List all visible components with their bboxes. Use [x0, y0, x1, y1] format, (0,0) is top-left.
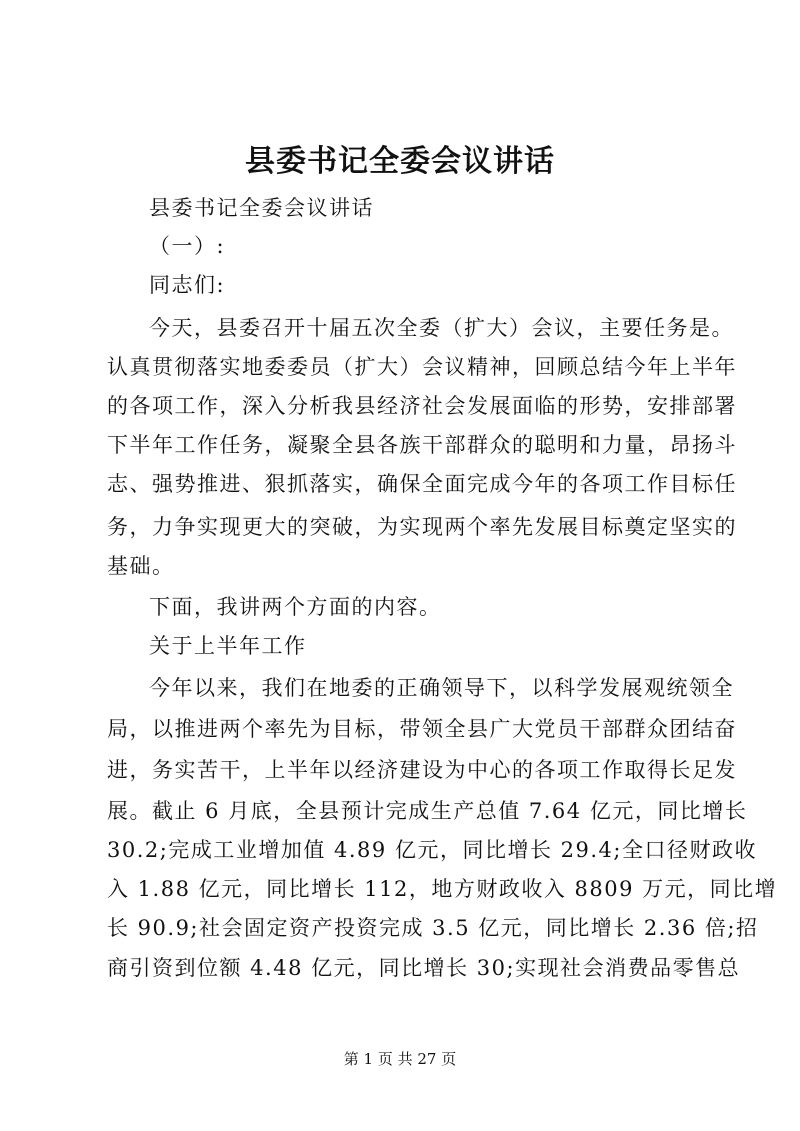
section-heading: 关于上半年工作	[149, 634, 307, 658]
paragraph-line: 认真贯彻落实地委委员（扩大）会议精神，回顾总结今年上半年	[107, 355, 737, 379]
paragraph-line: 务，力争实现更大的突破，为实现两个率先发展目标奠定坚实的	[107, 515, 737, 539]
paragraph-line: 的各项工作，深入分析我县经济社会发展面临的形势，安排部署	[107, 394, 737, 418]
paragraph-line: 展。截止 6 月底，全县预计完成生产总值 7.64 亿元，同比增长	[107, 799, 748, 823]
paragraph-line: 下面，我讲两个方面的内容。	[149, 595, 442, 619]
page-number: 第 1 页 共 27 页	[343, 1050, 457, 1068]
paragraph-line: 下半年工作任务，凝聚全县各族干部群众的聪明和力量，昂扬斗	[107, 433, 737, 457]
paragraph-line: 局，以推进两个率先为目标，带领全县广大党员干部群众团结奋	[107, 717, 737, 741]
document-title: 县委书记全委会议讲话	[245, 144, 555, 179]
paragraph-line: 今天，县委召开十届五次全委（扩大）会议，主要任务是。	[149, 316, 734, 340]
salutation: 同志们:	[149, 273, 226, 297]
paragraph-line: 商引资到位额 4.48 亿元，同比增长 30;实现社会消费品零售总	[107, 956, 741, 980]
paragraph-line: 志、强势推进、狠抓落实，确保全面完成今年的各项工作目标任	[107, 472, 737, 496]
paragraph-line: 进，务实苦干，上半年以经济建设为中心的各项工作取得长足发	[107, 758, 737, 782]
paragraph-line: 30.2;完成工业增加值 4.89 亿元，同比增长 29.4;全口径财政收	[107, 838, 757, 862]
paragraph-line: 入 1.88 亿元，同比增长 112，地方财政收入 8809 万元，同比增	[107, 877, 778, 901]
subtitle-line: 县委书记全委会议讲话	[149, 196, 374, 220]
paragraph-line: 长 90.9;社会固定资产投资完成 3.5 亿元，同比增长 2.36 倍;招	[107, 916, 759, 940]
section-marker: （一）:	[149, 234, 226, 258]
paragraph-line: 基础。	[107, 554, 175, 578]
paragraph-line: 今年以来，我们在地委的正确领导下，以科学发展观统领全	[149, 676, 734, 700]
